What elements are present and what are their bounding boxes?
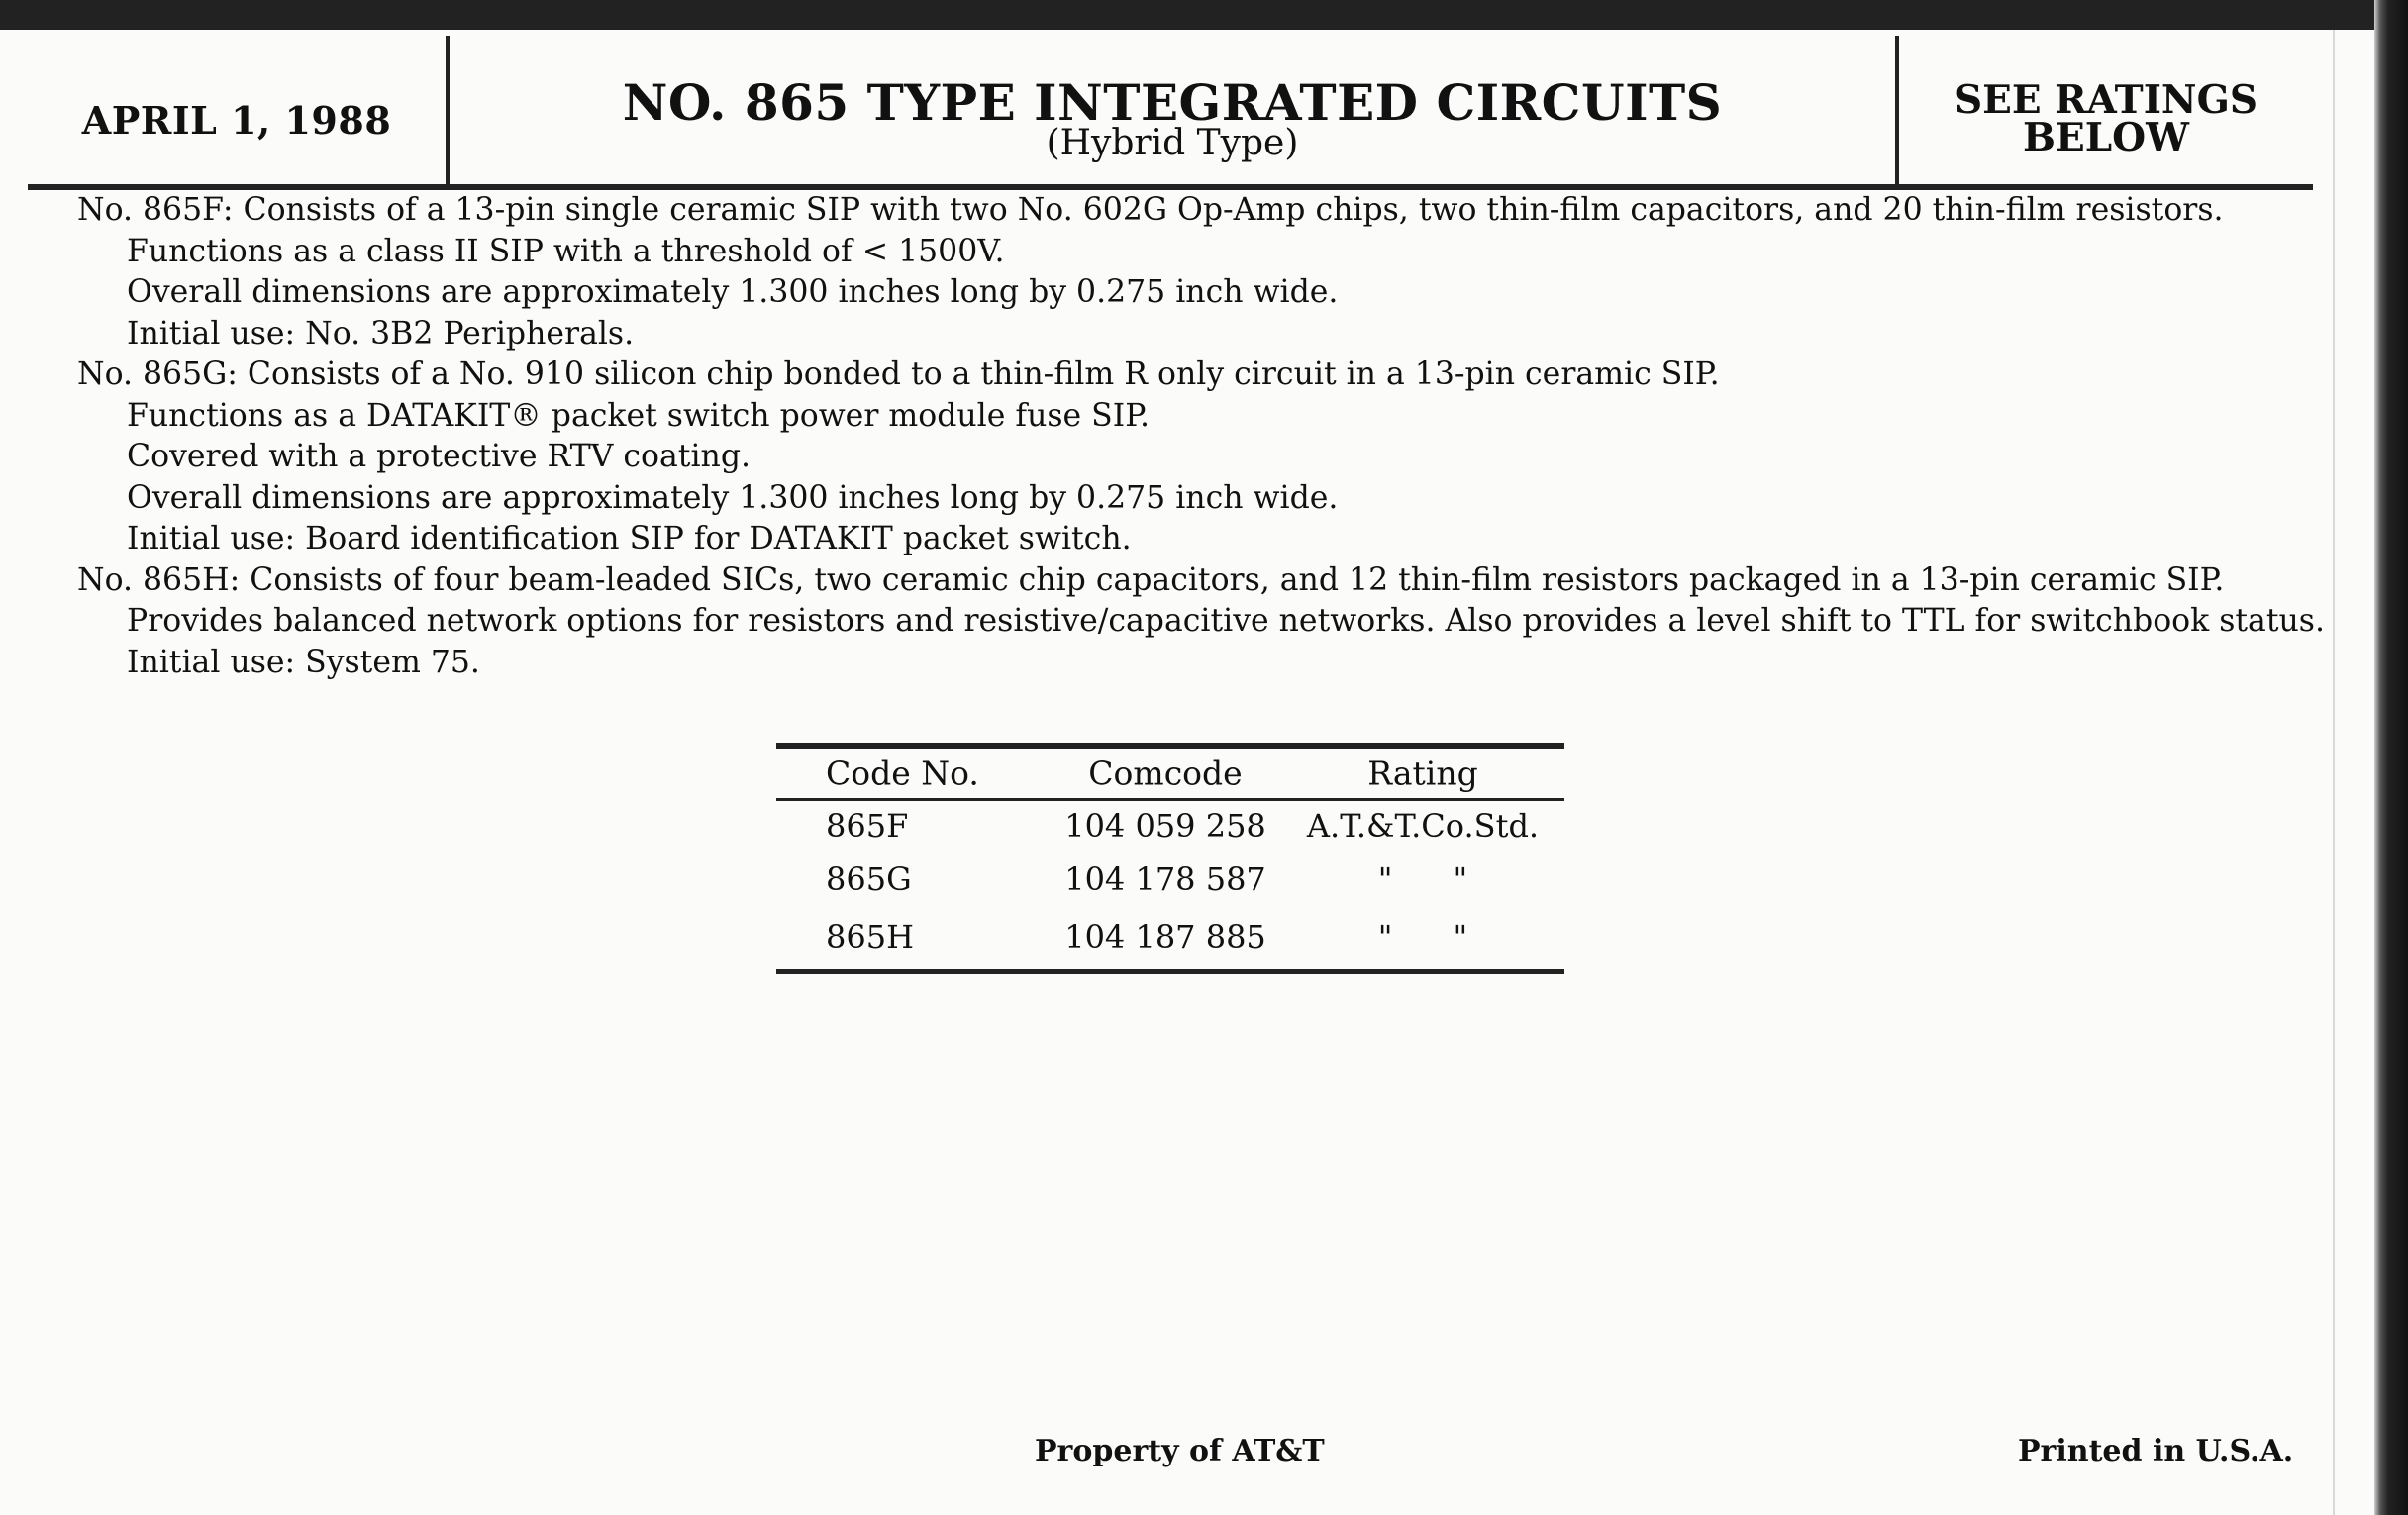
- page-title: NO. 865 TYPE INTEGRATED CIRCUITS: [622, 73, 1723, 132]
- table-header-row: [776, 749, 1564, 801]
- code-cell: 865H: [826, 918, 914, 956]
- description-line: Provides balanced network options for resistors and resistive/capacitive networks. Also provides a level shift to TTL for switchbook status.: [127, 603, 2325, 639]
- description-line: No. 865H: Consists of four beam-leaded SICs, two ceramic chip capacitors, and 12 thin-film resistors packaged in a 13-pin ceramic SIP.: [77, 561, 2225, 598]
- description-line: Initial use: Board identification SIP for DATAKIT packet switch.: [127, 521, 1132, 556]
- comcode-cell: 104 187 885: [1064, 918, 1266, 956]
- description-line: Initial use: System 75.: [127, 644, 480, 680]
- footer-printed: Printed in U.S.A.: [2018, 1434, 2294, 1468]
- description-865g: [77, 354, 2315, 560]
- description-line: No. 865G: Consists of a No. 910 silicon chip bonded to a thin-film R only circuit in a 13-pin ceramic SIP.: [77, 356, 1720, 392]
- page-subtitle: (Hybrid Type): [1046, 123, 1299, 163]
- header-date-cell: [28, 36, 450, 184]
- header-title-cell: [450, 36, 1899, 184]
- description-line: Overall dimensions are approximately 1.300 inches long by 0.275 inch wide.: [127, 274, 1339, 310]
- ratings-note-line2: BELOW: [2023, 115, 2189, 160]
- document-header: [28, 36, 2313, 190]
- document-page: [0, 30, 2374, 1515]
- description-line: Functions as a class II SIP with a threshold of < 1500V.: [127, 233, 1005, 269]
- description-line: Covered with a protective RTV coating.: [127, 439, 751, 474]
- description-line: Functions as a DATAKIT® packet switch power module fuse SIP.: [127, 397, 1151, 434]
- footer-property: Property of AT&T: [1035, 1434, 1325, 1468]
- rating-cell: A.T.&T.Co.Std.: [1306, 807, 1540, 845]
- rating-cell: " ": [1377, 860, 1468, 898]
- comcode-cell: 104 178 587: [1064, 860, 1266, 898]
- description-line: No. 865F: Consists of a 13-pin single ceramic SIP with two No. 602G Op-Amp chips, two thin-film capacitors, and 20 thin-film resistors.: [77, 192, 2224, 228]
- code-cell: 865F: [826, 807, 909, 845]
- table-row: [776, 801, 1564, 851]
- table-row: [776, 908, 1564, 965]
- rating-table: [776, 743, 1564, 974]
- description-865f: [77, 190, 2315, 354]
- table-bottom-rule: [776, 969, 1564, 974]
- header-ratings-cell: [1899, 36, 2313, 184]
- description-line: Initial use: No. 3B2 Peripherals.: [127, 315, 635, 352]
- description-865h: [77, 560, 2325, 684]
- description-line: Overall dimensions are approximately 1.300 inches long by 0.275 inch wide.: [127, 479, 1339, 516]
- rating-cell: " ": [1377, 918, 1468, 956]
- table-row: [776, 851, 1564, 908]
- page-fold-line: [2333, 30, 2335, 1515]
- ratings-note-line1: SEE RATINGS: [1954, 77, 2258, 123]
- header-date: APRIL 1, 1988: [81, 97, 392, 143]
- column-header-rating: Rating: [1367, 754, 1478, 793]
- comcode-cell: 104 059 258: [1064, 807, 1266, 845]
- column-header-comcode: Comcode: [1088, 754, 1243, 793]
- description-body: [77, 190, 2325, 683]
- column-header-code: Code No.: [826, 754, 979, 793]
- scan-background: [0, 0, 2408, 32]
- code-cell: 865G: [826, 860, 912, 898]
- scan-edge-shadow: [2374, 0, 2408, 1515]
